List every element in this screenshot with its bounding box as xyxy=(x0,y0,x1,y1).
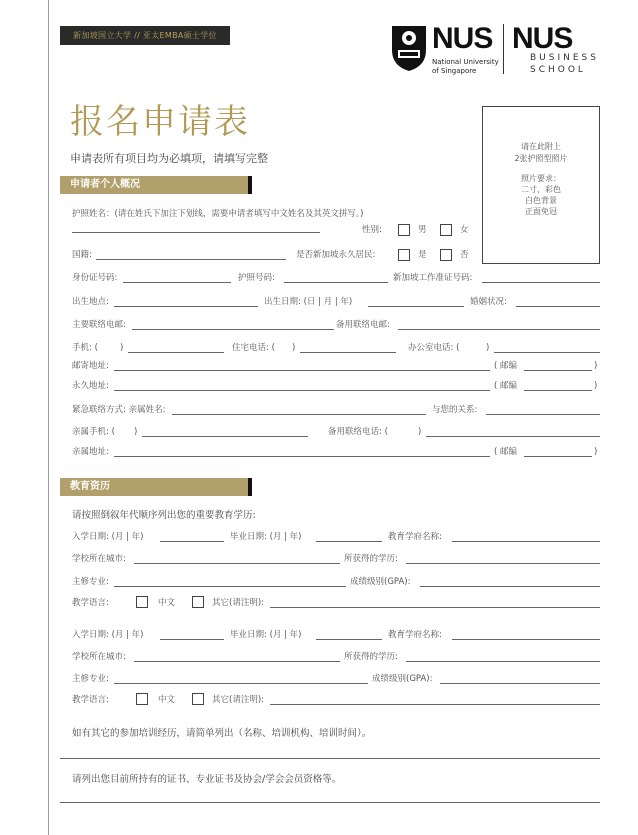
page-subtitle: 申请表所有项目均为必填项，请填写完整 xyxy=(70,152,268,165)
edu1-other-checkbox[interactable] xyxy=(192,596,204,608)
edu1-school-label: 教育学府名称: xyxy=(388,532,442,542)
mail-addr-label: 邮寄地址: xyxy=(72,361,109,371)
certificate-question: 请列出您目前所持有的证书、专业证书及协会/学会会员资格等。 xyxy=(72,774,342,785)
logo-divider xyxy=(503,24,504,74)
edu2-school-label: 教育学府名称: xyxy=(388,630,442,640)
edu2-other-label: 其它(请注明): xyxy=(212,695,264,705)
edu2-major-label: 主修专业: xyxy=(72,674,109,684)
dob-field[interactable] xyxy=(368,306,464,307)
mail-addr-field[interactable] xyxy=(114,370,490,371)
email-alt-label: 备用联络电邮: xyxy=(336,320,390,330)
edu1-degree-field[interactable] xyxy=(406,563,600,564)
edu1-other-field[interactable] xyxy=(270,607,600,608)
edu2-school-field[interactable] xyxy=(452,639,600,640)
edu2-gpa-label: 成绩级别(GPA): xyxy=(372,674,433,684)
training-field[interactable] xyxy=(60,758,600,759)
section-personal-header: 申请者个人概况 xyxy=(60,176,248,194)
edu1-start-field[interactable] xyxy=(160,541,224,542)
margin-rule xyxy=(48,0,49,835)
business-school-text: BUSINESS SCHOOL xyxy=(530,53,599,75)
pr-no-label: 否 xyxy=(460,250,469,260)
pr-no-checkbox[interactable] xyxy=(440,249,452,261)
edu1-chinese-label: 中文 xyxy=(158,598,176,608)
edu2-start-field[interactable] xyxy=(160,639,224,640)
id-field[interactable] xyxy=(123,282,231,283)
edu2-city-label: 学校所在城市: xyxy=(72,652,126,662)
edu2-degree-field[interactable] xyxy=(406,661,600,662)
name-label: 护照姓名：(请在姓氏下加注下划线，需要申请者填写中文姓名及其英文拼写。) xyxy=(72,209,364,219)
edu2-end-label: 毕业日期: (月 | 年) xyxy=(230,630,302,640)
education-intro: 请按照倒叙年代顺序列出您的重要教育学历: xyxy=(72,510,256,521)
edu2-city-field[interactable] xyxy=(134,661,340,662)
marital-field[interactable] xyxy=(516,306,600,307)
mail-postal-label: ( 邮编 xyxy=(494,361,518,371)
edu1-chinese-checkbox[interactable] xyxy=(136,596,148,608)
kin-postal-close: ) xyxy=(594,447,598,457)
nus-logo-text: NUS xyxy=(432,22,493,55)
kin-addr-field[interactable] xyxy=(114,456,490,457)
nationality-field[interactable] xyxy=(96,259,286,260)
edu2-chinese-checkbox[interactable] xyxy=(136,693,148,705)
certificate-field[interactable] xyxy=(60,802,600,803)
mail-postal-field[interactable] xyxy=(524,370,592,371)
kin-addr-label: 亲属地址: xyxy=(72,447,109,457)
permit-field[interactable] xyxy=(482,282,600,283)
edu2-major-field[interactable] xyxy=(114,683,368,684)
passport-label: 护照号码: xyxy=(238,273,275,283)
edu1-city-label: 学校所在城市: xyxy=(72,554,126,564)
permit-label: 新加坡工作准证号码: xyxy=(393,273,473,283)
edu1-city-field[interactable] xyxy=(134,563,340,564)
mobile-close: ) xyxy=(120,343,124,353)
gender-label: 性别: xyxy=(362,225,382,235)
kin-postal-field[interactable] xyxy=(524,456,592,457)
dob-label: 出生日期: (日 | 月 | 年) xyxy=(264,297,353,307)
mobile-label: 手机: ( xyxy=(72,343,98,353)
business-school-nus: NUS xyxy=(512,22,573,55)
perm-addr-label: 永久地址: xyxy=(72,381,109,391)
kin-postal-label: ( 邮编 xyxy=(494,447,518,457)
edu2-lang-label: 教学语言: xyxy=(72,695,109,705)
edu1-major-field[interactable] xyxy=(114,586,346,587)
edu2-start-label: 入学日期: (月 | 年) xyxy=(72,630,144,640)
kin-alt-field[interactable] xyxy=(426,436,600,437)
edu1-other-label: 其它(请注明): xyxy=(212,598,264,608)
edu2-degree-label: 所获得的学历: xyxy=(344,652,398,662)
birthplace-label: 出生地点: xyxy=(72,297,109,307)
pr-yes-checkbox[interactable] xyxy=(398,249,410,261)
perm-postal-close: ) xyxy=(594,381,598,391)
edu1-major-label: 主修专业: xyxy=(72,577,109,587)
email-main-field[interactable] xyxy=(132,329,334,330)
kin-alt-close: ) xyxy=(418,427,422,437)
edu1-gpa-label: 成绩级别(GPA): xyxy=(350,577,411,587)
email-main-label: 主要联络电邮: xyxy=(72,320,126,330)
kin-mobile-field[interactable] xyxy=(142,436,308,437)
edu1-degree-label: 所获得的学历: xyxy=(344,554,398,564)
program-badge: 新加坡国立大学 // 亚太EMBA硕士学位 xyxy=(60,26,230,45)
nus-logo-subtitle: National University of Singapore xyxy=(432,58,499,75)
edu1-start-label: 入学日期: (月 | 年) xyxy=(72,532,144,542)
mail-postal-close: ) xyxy=(594,361,598,371)
home-tel-label: 住宅电话: ( xyxy=(232,343,275,353)
edu1-gpa-field[interactable] xyxy=(420,586,600,587)
edu2-other-field[interactable] xyxy=(270,704,600,705)
edu1-school-field[interactable] xyxy=(452,541,600,542)
relation-label: 与您的关系: xyxy=(432,405,478,415)
edu2-other-checkbox[interactable] xyxy=(192,693,204,705)
nus-crest-icon xyxy=(390,24,428,72)
edu1-lang-label: 教学语言: xyxy=(72,598,109,608)
kin-alt-label: 备用联络电话: ( xyxy=(328,427,388,437)
kin-mobile-close: ) xyxy=(134,427,138,437)
emergency-name-field[interactable] xyxy=(172,414,426,415)
passport-field[interactable] xyxy=(284,282,388,283)
pr-label: 是否新加坡永久居民: xyxy=(296,250,376,260)
home-tel-close: ) xyxy=(292,343,296,353)
pr-yes-label: 是 xyxy=(418,250,427,260)
perm-postal-label: ( 邮编 xyxy=(494,381,518,391)
page-title: 报名申请表 xyxy=(70,102,250,142)
emergency-label: 紧急联络方式: 亲属姓名: xyxy=(72,405,166,415)
edu2-gpa-field[interactable] xyxy=(440,683,600,684)
kin-mobile-label: 亲属手机: ( xyxy=(72,427,115,437)
female-checkbox[interactable] xyxy=(440,224,452,236)
mobile-field[interactable] xyxy=(128,352,224,353)
male-checkbox[interactable] xyxy=(398,224,410,236)
name-field[interactable] xyxy=(72,232,320,233)
edu2-chinese-label: 中文 xyxy=(158,695,176,705)
office-tel-label: 办公室电话: ( xyxy=(408,343,460,353)
training-question: 如有其它的参加培训经历，请简单列出（名称、培训机构、培训时间）。 xyxy=(72,728,372,739)
section-education-header: 教育资历 xyxy=(60,478,248,496)
home-tel-field[interactable] xyxy=(300,352,396,353)
edu2-end-field[interactable] xyxy=(316,639,382,640)
photo-box: 请在此附上 2张护照型照片 照片要求： 二寸，彩色 白色背景 正面免冠 xyxy=(482,106,600,264)
email-alt-field[interactable] xyxy=(398,329,600,330)
office-tel-close: ) xyxy=(486,343,490,353)
female-label: 女 xyxy=(460,225,469,235)
relation-field[interactable] xyxy=(486,414,600,415)
male-label: 男 xyxy=(418,225,427,235)
id-label: 身份证号码: xyxy=(72,273,118,283)
perm-addr-field[interactable] xyxy=(114,390,490,391)
birthplace-field[interactable] xyxy=(114,306,258,307)
office-tel-field[interactable] xyxy=(494,352,600,353)
perm-postal-field[interactable] xyxy=(524,390,592,391)
marital-label: 婚姻状况: xyxy=(470,297,507,307)
nationality-label: 国籍: xyxy=(72,250,92,260)
edu1-end-field[interactable] xyxy=(316,541,382,542)
edu1-end-label: 毕业日期: (月 | 年) xyxy=(230,532,302,542)
